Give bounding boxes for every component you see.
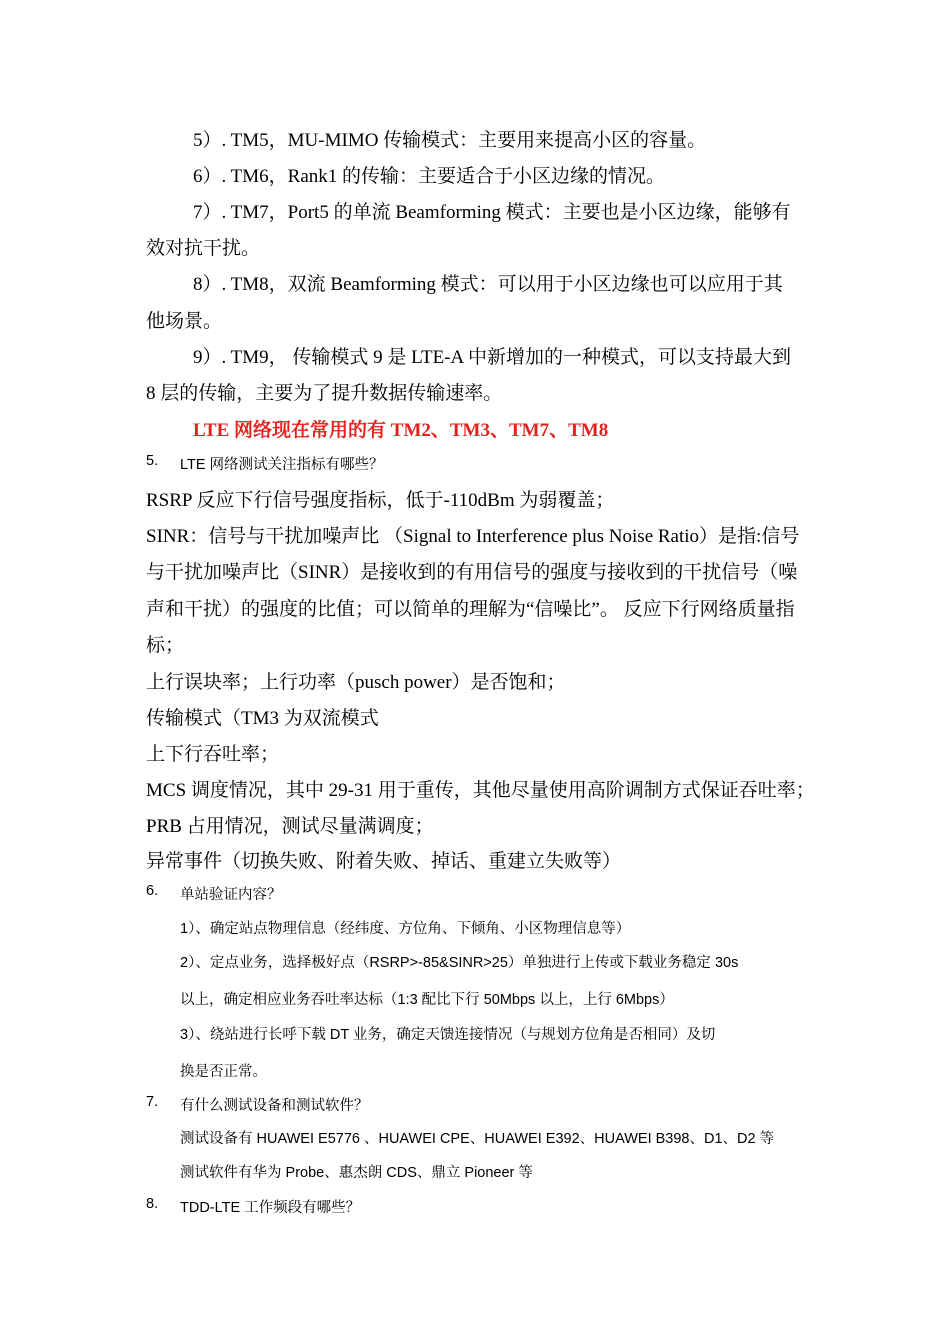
q5-number: 5. xyxy=(146,453,159,469)
transmission-mode-line: 传输模式（TM3 为双流模式 xyxy=(146,708,379,729)
mcs-line: MCS 调度情况，其中 29-31 用于重传，其他尽量使用高阶调制方式保证吞吐率； xyxy=(146,780,815,801)
q5-heading: LTE 网络测试关注指标有哪些？ xyxy=(180,457,384,473)
common-tm-highlight: LTE 网络现在常用的有 TM2、TM3、TM7、TM8 xyxy=(193,420,609,441)
sinr-line-2: 与干扰加噪声比（SINR）是接收到的有用信号的强度与接收到的干扰信号（噪 xyxy=(146,562,798,583)
q7-heading: 有什么测试设备和测试软件？ xyxy=(180,1098,369,1114)
tm5-line: 5）. TM5，MU-MIMO 传输模式：主要用来提高小区的容量。 xyxy=(193,130,707,151)
q6-number: 6. xyxy=(146,883,159,899)
tm6-line: 6）. TM6，Rank1 的传输：主要适合于小区边缘的情况。 xyxy=(193,166,666,187)
test-software-line: 测试软件有华为 Probe、惠杰朗 CDS、鼎立 Pioneer 等 xyxy=(180,1165,533,1181)
q6-item-2-continuation: 以上，确定相应业务吞吐率达标（1:3 配比下行 50Mbps 以上，上行 6Mbps） xyxy=(180,992,674,1008)
sinr-line-3: 声和干扰）的强度的比值；可以简单的理解为“信噪比”。 反应下行网络质量指 xyxy=(146,599,795,620)
prb-line: PRB 占用情况，测试尽量满调度； xyxy=(146,816,434,837)
q6-item-2: 2）、定点业务，选择极好点（RSRP>-85&SINR>25）单独进行上传或下载业务稳定 30s xyxy=(180,955,739,971)
q6-item-1: 1）、确定站点物理信息（经纬度、方位角、下倾角、小区物理信息等） xyxy=(180,921,631,937)
tm8-continuation: 他场景。 xyxy=(146,311,223,332)
test-devices-line: 测试设备有 HUAWEI E5776 、HUAWEI CPE、HUAWEI E392、HUAWEI B398、D1、D2 等 xyxy=(180,1131,775,1147)
abnormal-events-line: 异常事件（切换失败、附着失败、掉话、重建立失败等） xyxy=(146,851,622,872)
tm9-line: 9）. TM9， 传输模式 9 是 LTE-A 中新增加的一种模式，可以支持最大到 xyxy=(193,347,791,368)
q6-item-3-continuation: 换是否正常。 xyxy=(180,1064,267,1080)
uplink-line: 上行误块率；上行功率（pusch power）是否饱和； xyxy=(146,672,566,693)
tm7-continuation: 效对抗干扰。 xyxy=(146,238,261,259)
q6-item-3: 3）、绕站进行长呼下载 DT 业务，确定天馈连接情况（与规划方位角是否相同）及切 xyxy=(180,1027,716,1043)
sinr-line-1: SINR：信号与干扰加噪声比 （Signal to Interference plus Noise Ratio）是指:信号 xyxy=(146,526,800,547)
tm8-line: 8）. TM8，双流 Beamforming 模式：可以用于小区边缘也可以应用于其 xyxy=(193,274,783,295)
q8-heading: TDD-LTE 工作频段有哪些？ xyxy=(180,1200,361,1216)
q8-number: 8. xyxy=(146,1196,159,1212)
tm7-line: 7）. TM7，Port5 的单流 Beamforming 模式：主要也是小区边缘，能够有 xyxy=(193,202,791,223)
throughput-line: 上下行吞吐率； xyxy=(146,744,280,765)
rsrp-line: RSRP 反应下行信号强度指标，低于-110dBm 为弱覆盖； xyxy=(146,490,615,511)
q6-heading: 单站验证内容？ xyxy=(180,887,282,903)
q7-number: 7. xyxy=(146,1094,159,1110)
tm9-continuation: 8 层的传输，主要为了提升数据传输速率。 xyxy=(146,383,503,404)
sinr-line-4: 标； xyxy=(146,635,185,656)
